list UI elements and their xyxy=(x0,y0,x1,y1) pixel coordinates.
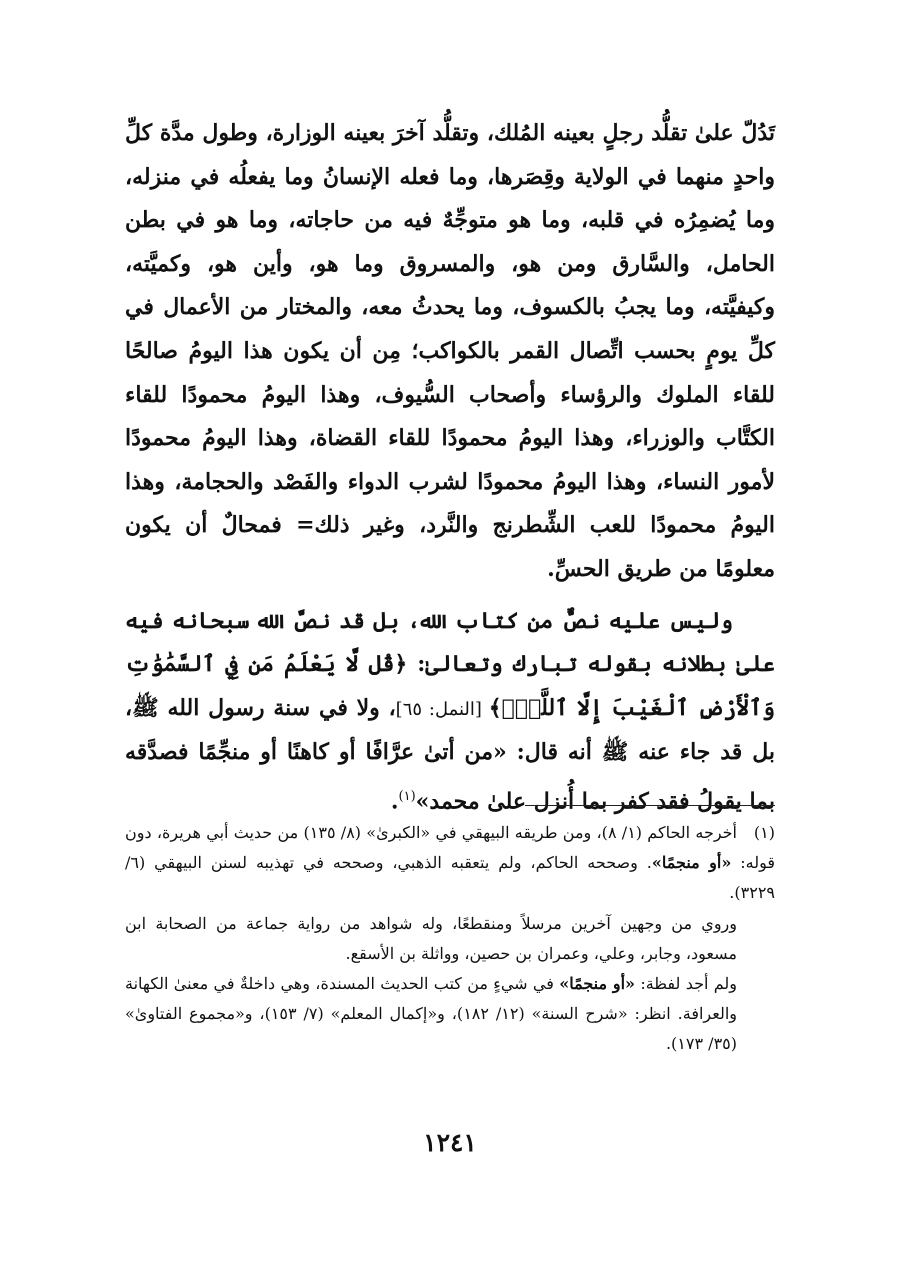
verse-reference: [النمل: ٦٥] xyxy=(395,698,489,720)
footnote-1-bold: «أو منجمًا» xyxy=(651,853,732,873)
footnote-1-para-2: وروي من وجهين آخرين مرسلاً ومنقطعًا، وله شواهد من رواية جماعة من الصحابة ابن مسعود، وجابر، وعلي، وعمران بن حصين، وواثلة بن الأسقع. xyxy=(125,913,737,963)
footnote-marker[interactable]: (١) xyxy=(398,788,416,804)
paragraph-1: تَدُلّ علىٰ تقلُّد رجلٍ بعينه المُلك، وتقلُّد آخرَ بعينه الوزارة، وطول مدَّة كلِّ واحدٍ منهما في الولاية وقِصَرها، وما فعله الإنسانُ وما يفعلُه في منزله، وما يُضمِرُه في قلبه، وما هو متوجِّهٌ فيه من حاجاته، وما هو في بطن الحامل، والسَّارق ومن هو، والمسروق وما هو، وأين هو، وكميَّته، وكيفيَّته، وما يجبُ بالكسوف، وما يحدثُ معه، والمختار من الأعمال في كلِّ يومٍ بحسب اتِّصال القمر بالكواكب؛ مِن أن يكون هذا اليومُ صالحًا للقاء الملوك والرؤساء وأصحاب السُّيوف، وهذا اليومُ محمودًا للقاء الكتَّاب والوزراء، وهذا اليومُ محمودًا للقاء القضاة، وهذا اليومُ محمودًا لأمور النساء، وهذا اليومُ محمودًا لشرب الدواء والفَصْد والحجامة، وهذا اليومُ محمودًا للعب الشِّطرنج والنَّرد، وغير ذلك= فمحالٌ أن يكون معلومًا من طريق الحسِّ. xyxy=(125,120,775,582)
footnote-1-para-3 xyxy=(125,969,775,1060)
footnote-separator xyxy=(525,805,775,806)
footnote-1-end: . وصححه الحاكم، ولم يتعقبه الذهبي، وصححه في تهذيبه لسنن البيهقي (٦/ ٣٢٢٩). xyxy=(125,853,775,903)
quran-verse: ﴿قُل لَّا يَعْلَمُ مَن فِي ٱلسَّمَٰوَٰتِ وَٱلْأَرْضِ ٱلْغَيْبَ إِلَّا ٱللَّهُۚ﴾ xyxy=(125,651,775,721)
footnotes xyxy=(125,818,775,1060)
footnote-3-text-a: ولم أجد لفظة: xyxy=(635,974,738,994)
paragraph-2-text-a: وليس عليه نصٌّ من كتاب الله، بل قد نصَّ الله سبحانه فيه علىٰ بطلانه بقوله تبارك وتعالىٰ: xyxy=(125,607,775,678)
page-number: ١٢٤١ xyxy=(423,1128,477,1157)
footnote-1-text: أخرجه الحاكم (١/ ٨)، ومن طريقه البيهقي في «الكبرىٰ» (٨/ ١٣٥) من حديث أبي هريرة، دون قوله: xyxy=(125,823,776,873)
main-text xyxy=(125,112,775,824)
footnote-3-bold: «أو منجمًا» xyxy=(559,974,636,994)
footnote-1 xyxy=(125,818,775,909)
footnote-number: (١) xyxy=(753,823,776,842)
paragraph-2 xyxy=(125,600,775,824)
paragraph-2-text-b: ، ولا في سنة رسول الله ﷺ، بل قد جاء عنه ﷺ أنه قال: «من أتىٰ عرَّافًا أو كاهنًا أو منجِّمًا فصدَّقه بما يقولُ فقد كفر بما أُنزل علىٰ محمد» xyxy=(125,694,775,815)
paragraph-2-end: . xyxy=(390,788,399,815)
footnote-3-text-b: في شيءٍ من كتب الحديث المسندة، وهي داخلةٌ في معنىٰ الكهانة والعرافة. انظر: «شرح السنة» (١٢/ ١٨٢)، و«إكمال المعلم» (٧/ ١٥٣)، و«مجموع الفتاوىٰ» (٣٥/ ١٧٣). xyxy=(125,974,738,1054)
